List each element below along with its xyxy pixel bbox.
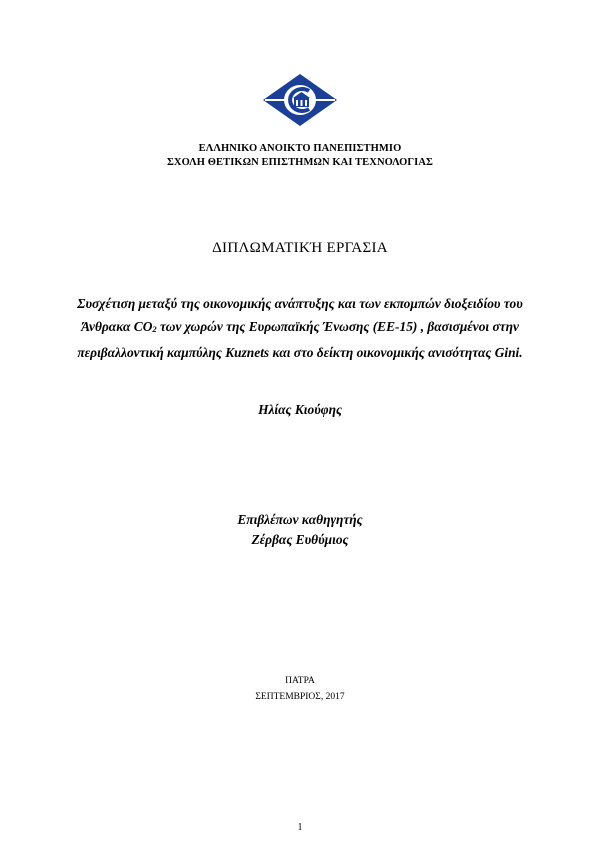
thesis-title-part1: Συσχέτιση μεταξύ της οικονομικής ανάπτυξης και των εκπομπών διοξειδίου του Άνθρακα CO	[77, 296, 523, 334]
document-type-heading: ΔΙΠΛΩΜΑΤΙΚΉ ΕΡΓΑΣΙΑ	[212, 240, 388, 256]
university-name: ΕΛΛΗΝΙΚΟ ΑΝΟΙΚΤΟ ΠΑΝΕΠΙΣΤΗΜΙΟ	[198, 143, 402, 154]
date: ΣΕΠΤΕΜΒΡΙΟΣ, 2017	[255, 692, 345, 702]
thesis-title	[60, 292, 540, 364]
supervisor-name: Ζέρβας Ευθύμιος	[251, 532, 349, 547]
thesis-title-subscript: 2	[152, 324, 157, 334]
seal-graphic	[263, 74, 337, 126]
thesis-title-part2: των χωρών της Ευρωπαϊκής Ένωσης (ΕΕ-15) , βασισμένοι στην περιβαλλοντική καμπύλης Kuznets και στο δείκτη οικονομικής ανισότητας Gini.	[77, 319, 523, 360]
city: ΠΑΤΡΑ	[285, 676, 315, 686]
school-name: ΣΧΟΛΗ ΘΕΤΙΚΩΝ ΕΠΙΣΤΗΜΩΝ ΚΑΙ ΤΕΧΝΟΛΟΓΙΑΣ	[166, 157, 434, 168]
page-number: 1	[297, 822, 303, 833]
place-date-block	[0, 673, 600, 705]
supervisor-label: Επιβλέπων καθηγητής	[237, 512, 363, 527]
supervisor-block	[0, 510, 600, 550]
university-seal-icon	[263, 74, 337, 126]
institution-block	[0, 142, 600, 170]
author-name: Ηλίας Κιούφης	[258, 402, 342, 417]
